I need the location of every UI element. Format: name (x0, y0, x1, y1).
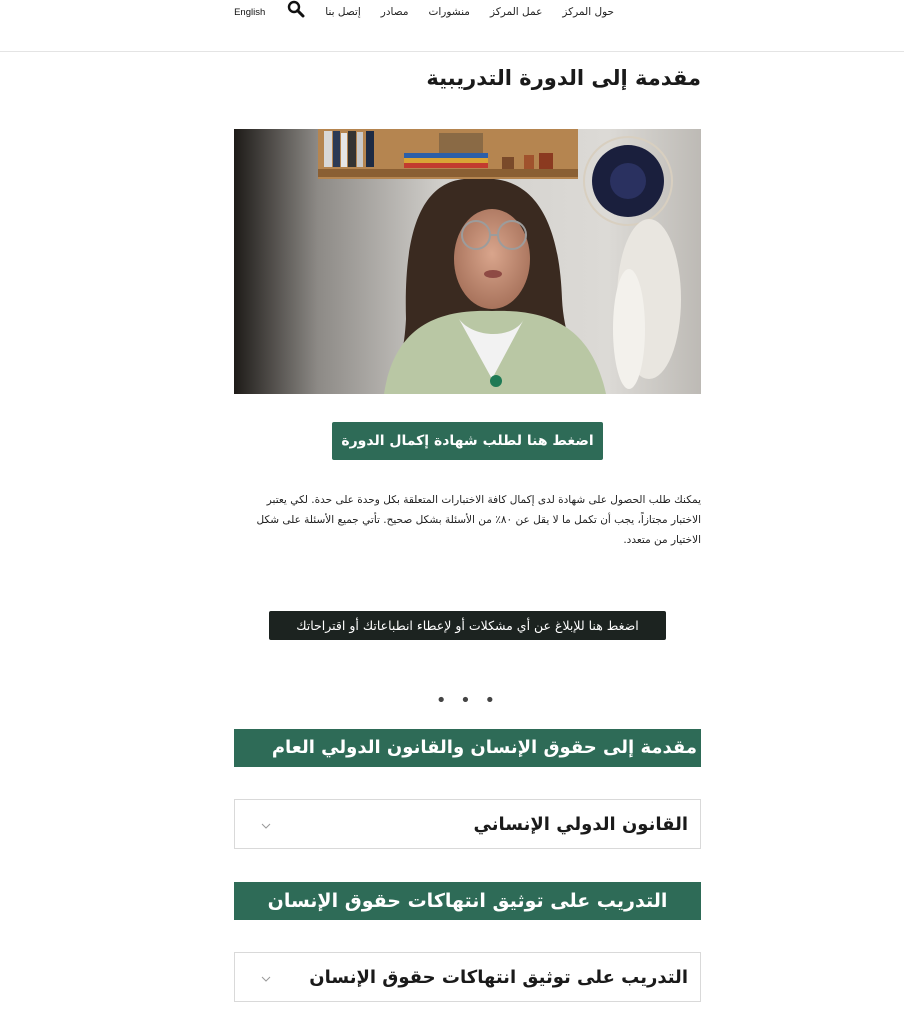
video-frame-image (234, 129, 701, 394)
accordion-label: القانون الدولي الإنساني (473, 814, 688, 835)
top-navigation (0, 0, 904, 52)
section-separator-dots: • • • (435, 690, 500, 711)
request-certificate-button[interactable]: اضغط هنا لطلب شهادة إكمال الدورة (332, 422, 603, 460)
nav-item-contact[interactable]: إتصل بنا (325, 6, 361, 18)
accordion-international-humanitarian-law[interactable] (234, 799, 701, 849)
section-banner-human-rights-intro: مقدمة إلى حقوق الإنسان والقانون الدولي العام (234, 729, 701, 767)
accordion-documentation-training[interactable] (234, 952, 701, 1002)
report-feedback-button[interactable]: اضغط هنا للإبلاغ عن أي مشكلات أو لإعطاء انطباعاتك أو اقتراحاتك (269, 611, 666, 640)
search-icon[interactable] (287, 0, 305, 18)
nav-menu (234, 0, 614, 24)
language-switch-english[interactable]: English (234, 6, 266, 18)
nav-item-resources[interactable]: مصادر (380, 6, 409, 18)
course-intro-video[interactable] (234, 129, 701, 394)
accordion-label: التدريب على توثيق انتهاكات حقوق الإنسان (309, 967, 688, 988)
chevron-down-icon (261, 816, 271, 826)
certificate-description: يمكنك طلب الحصول على شهادة لدى إكمال كافة الاختبارات المتعلقة بكل وحدة على حدة. لكي يعتبر الاختبار مجتازاً، يجب أن تكمل ما لا يقل عن ٨٠٪ من الأسئلة بشكل صحيح. تأتي جميع الأسئلة على شكل الاختيار من متعدد. (256, 494, 701, 546)
section-banner-documentation-training: التدريب على توثيق انتهاكات حقوق الإنسان (234, 882, 701, 920)
chevron-down-icon (261, 969, 271, 979)
page-title: مقدمة إلى الدورة التدريبية (426, 66, 701, 90)
nav-item-about[interactable]: حول المركز (562, 6, 614, 18)
nav-item-work[interactable]: عمل المركز (489, 6, 543, 18)
nav-item-publications[interactable]: منشورات (428, 6, 470, 18)
